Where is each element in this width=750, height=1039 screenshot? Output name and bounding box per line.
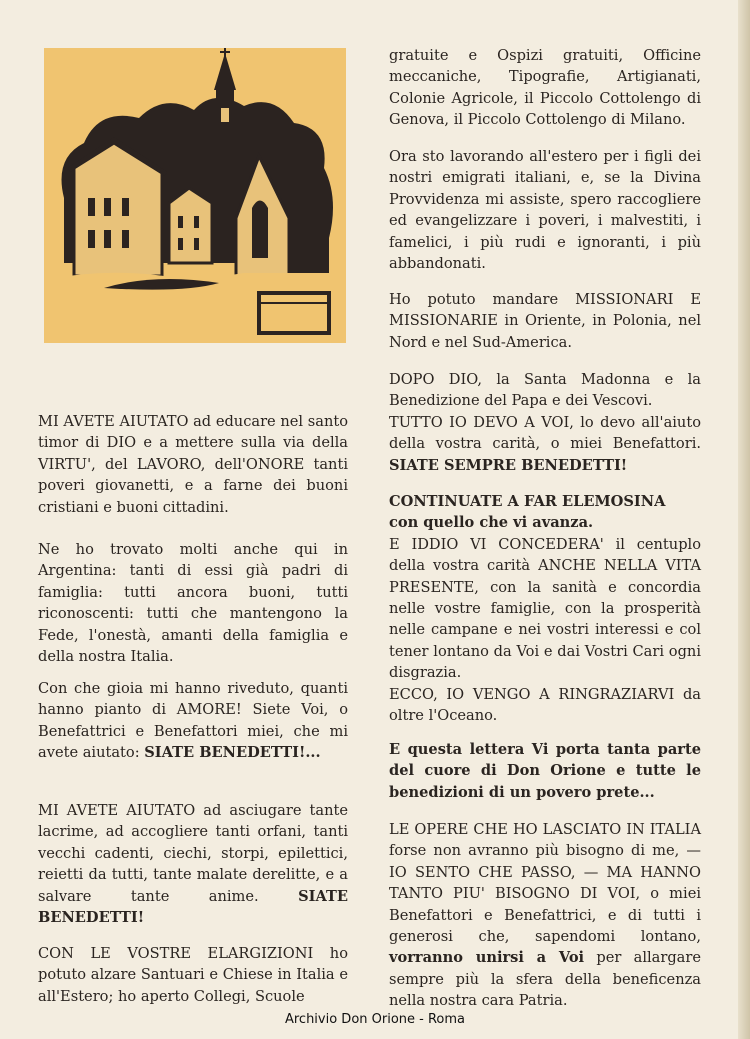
left-paragraph: CON LE VOSTRE ELARGIZIONI ho potuto alzare Santuari e Chiese in Italia e all'Estero; ho aperto Collegi, Scuole [38,945,348,1005]
page-edge [738,0,750,1039]
left-column [38,411,348,518]
left-paragraph: MI AVETE AIUTATO ad educare nel santo timor di DIO e a mettere sulla via della VIRTU', del LAVORO, dell'ONORE tanti poveri giovanetti, e a farne dei buoni cristiani e buoni cittadini. [38,413,348,516]
right-paragraph: TUTTO IO DEVO A VOI, lo devo all'aiuto della vostra carità, o miei Benefattori. SIATE SEMPRE BENEDETTI! [389,413,701,474]
archive-footer: Archivio Don Orione - Roma [284,1012,466,1027]
right-column [389,45,701,131]
right-paragraph: LE OPERE CHE HO LASCIATO IN ITALIA forse non avranno più bisogno di me, — IO SENTO CHE PASSO, — MA HANNO TANTO PIU' BISOGNO DI VOI, o miei Benefattori e Benefattrici, e di tutti i generosi che, sapendomi lontano, vorranno unirsi a Voi per allargare sempre più la sfera della beneficenza nella nostra cara Patria. [389,821,701,1010]
left-paragraph: Ne ho trovato molti anche qui in Argentina: tanti di essi già padri di famiglia: tutti ancora buoni, tutti riconoscenti: tutti che mantengono la Fede, l'onestà, amanti della famiglia e della nostra Italia. [38,541,348,666]
right-column [389,289,701,353]
right-column [389,491,701,726]
right-column [389,739,701,803]
right-paragraph: E questa lettera Vi porta tanta parte del cuore di Don Orione e tutte le benedizioni di un povero prete... [389,741,701,801]
left-paragraph: MI AVETE AIUTATO ad asciugare tante lacrime, ad accogliere tanti orfani, tanti vecchi cadenti, ciechi, storpi, epilettici, reietti da tutti, tante malate derelitte, e a salvare tante anime. SIATE BENEDETTI! [38,802,348,927]
left-column [38,800,348,928]
left-column [38,678,348,764]
right-paragraph: ECCO, IO VENGO A RINGRAZIARVI da oltre l'Oceano. [389,685,701,725]
left-column [38,943,348,1007]
section-heading: CONTINUATE A FAR ELEMOSINA [389,493,666,510]
right-paragraph: Ora sto lavorando all'estero per i figli dei nostri emigrati italiani, e, se la Divina Provvidenza mi assiste, spero raccogliere ed evangelizzare i poveri, i malvestiti, i famelici, i più rudi e ignoranti, i più abbandonati. [389,148,701,273]
village-church-illustration [44,48,346,343]
left-paragraph: Con che gioia mi hanno riveduto, quanti hanno pianto di AMORE! Siete Voi, o Benefattrici e Benefattori miei, che mi avete aiutato: SIATE BENEDETTI!... [38,680,348,762]
left-column [38,539,348,667]
right-paragraph: E IDDIO VI CONCEDERA' il centuplo della vostra carità ANCHE NELLA VITA PRESENTE, con la sanità e concordia nelle vostre famiglie, con la prosperità nelle campane e nei vostri interessi e col tener lontano da Voi e dai Vostri Cari ogni disgrazia. [389,535,701,682]
right-column [389,369,701,476]
right-column [389,146,701,274]
section-subheading: con quello che vi avanza. [389,514,594,532]
right-paragraph: Ho potuto mandare MISSIONARI E MISSIONARIE in Oriente, in Polonia, nel Nord e nel Sud-America. [389,291,701,351]
right-column [389,819,701,1012]
right-paragraph: DOPO DIO, la Santa Madonna e la Benedizione del Papa e dei Vescovi. [389,371,701,410]
right-paragraph: gratuite e Ospizi gratuiti, Officine meccaniche, Tipografie, Artigianati, Colonie Agricole, il Piccolo Cottolengo di Genova, il Piccolo Cottolengo di Milano. [389,47,701,129]
